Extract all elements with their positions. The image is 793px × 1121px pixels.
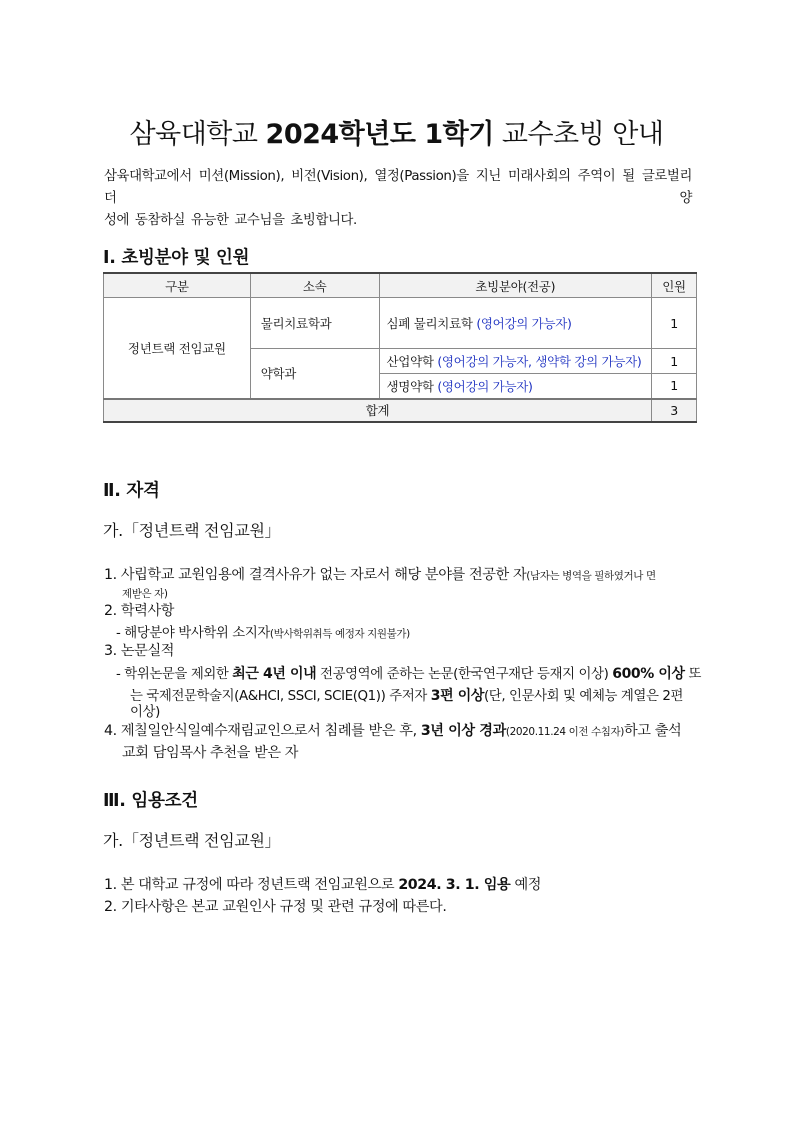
field-name: 심폐 물리치료학 xyxy=(386,316,473,331)
header-category: 구분 xyxy=(104,273,251,298)
qualification-item-3: 3. 논문실적 xyxy=(104,643,175,659)
section-3-subheading: 가.「정년트랙 전임교원」 xyxy=(103,831,281,850)
section-3-heading: Ⅲ. 임용조건 xyxy=(103,791,198,811)
intro-paragraph xyxy=(104,166,692,232)
field-cell xyxy=(379,374,652,399)
field-name: 산업약학 xyxy=(386,354,434,369)
field-name: 생명약학 xyxy=(386,378,434,394)
item-3-line-1 xyxy=(116,663,701,683)
condition-item-1 xyxy=(104,874,541,894)
title-post: 교수초빙 안내 xyxy=(493,119,664,150)
item-3-line-2 xyxy=(130,685,683,705)
count-cell: 1 xyxy=(652,298,697,349)
title-bold: 2024학년도 1학기 xyxy=(265,119,494,150)
item-3-text-c: 또 xyxy=(684,667,702,682)
item-3-text-e: (단, 인문사회 및 예체능 계열은 2편 xyxy=(483,689,684,704)
item-1-note-cont: 제받은 자) xyxy=(122,588,168,600)
recruitment-table xyxy=(103,272,697,423)
header-department: 소속 xyxy=(250,273,379,298)
item-1-note: (남자는 병역을 필하였거나 면 xyxy=(526,570,656,582)
condition-1-emph: 2024. 3. 1. 임용 xyxy=(398,877,511,893)
field-note: (영어강의 가능자, 생약학 강의 가능자) xyxy=(437,354,642,369)
qualification-item-4 xyxy=(104,720,681,740)
item-4-emph: 3년 이상 경과 xyxy=(420,723,506,739)
field-note: (영어강의 가능자) xyxy=(476,316,572,331)
item-2-detail xyxy=(116,622,410,641)
field-note: (영어강의 가능자) xyxy=(437,378,533,394)
item-4-line-2: 교회 담임목사 추천을 받은 자 xyxy=(122,745,299,761)
table-total-row xyxy=(104,399,697,422)
field-cell xyxy=(379,298,652,349)
department-cell: 약학과 xyxy=(250,349,379,399)
count-cell: 1 xyxy=(652,374,697,399)
section-2-heading: Ⅱ. 자격 xyxy=(103,481,160,501)
total-label: 합계 xyxy=(104,399,652,422)
page-title xyxy=(0,112,793,151)
category-cell: 정년트랙 전임교원 xyxy=(104,298,251,399)
department-cell: 물리치료학과 xyxy=(250,298,379,349)
item-3-emph-a: 최근 4년 이내 xyxy=(232,666,317,682)
section-1-heading: Ⅰ. 초빙분야 및 인원 xyxy=(103,248,250,268)
intro-line-2: 성에 동참하실 유능한 교수님을 초빙합니다. xyxy=(104,213,357,228)
section-2-subheading: 가.「정년트랙 전임교원」 xyxy=(103,521,281,540)
item-4-text-b: 하고 출석 xyxy=(624,723,682,739)
item-3-text-d: 는 국제전문학술지(A&HCI, SSCI, SCIE(Q1)) 주저자 xyxy=(130,689,431,704)
field-cell xyxy=(379,349,652,374)
header-field: 초빙분야(전공) xyxy=(379,273,652,298)
item-3-emph-b: 600% 이상 xyxy=(612,666,685,682)
item-3-line-3: 이상) xyxy=(130,705,160,720)
item-4-text-a: 4. 제칠일안식일예수재림교인으로서 침례를 받은 후, xyxy=(104,723,421,739)
intro-line-1: 삼육대학교에서 미션(Mission), 비전(Vision), 열정(Passion)을 지닌 미래사회의 주역이 될 글로벌리더 양 xyxy=(104,169,692,206)
total-count: 3 xyxy=(652,399,697,422)
condition-item-2: 2. 기타사항은 본교 교원인사 규정 및 관련 규정에 따른다. xyxy=(104,899,447,915)
title-pre: 삼육대학교 xyxy=(129,119,266,150)
condition-1-text-b: 예정 xyxy=(510,877,542,893)
item-1-text: 1. 사립학교 교원임용에 결격사유가 없는 자로서 해당 분야를 전공한 자 xyxy=(104,567,527,583)
item-4-note: (2020.11.24 이전 수침자) xyxy=(505,726,624,738)
item-3-emph-c: 3편 이상 xyxy=(430,688,484,704)
item-3-text-a: - 학위논문을 제외한 xyxy=(116,667,233,682)
table-header-row xyxy=(104,273,697,298)
count-cell: 1 xyxy=(652,349,697,374)
item-2-detail-note: (박사학위취득 예정자 지원불가) xyxy=(269,628,410,640)
qualification-item-1 xyxy=(104,564,656,584)
header-count: 인원 xyxy=(652,273,697,298)
table-row xyxy=(104,298,697,349)
qualification-item-2: 2. 학력사항 xyxy=(104,603,175,619)
item-2-detail-text: - 해당분야 박사학위 소지자 xyxy=(116,626,270,641)
item-3-text-b: 전공영역에 준하는 논문(한국연구재단 등재지 이상) xyxy=(316,667,613,682)
condition-1-text-a: 1. 본 대학교 규정에 따라 정년트랙 전임교원으로 xyxy=(104,877,399,893)
